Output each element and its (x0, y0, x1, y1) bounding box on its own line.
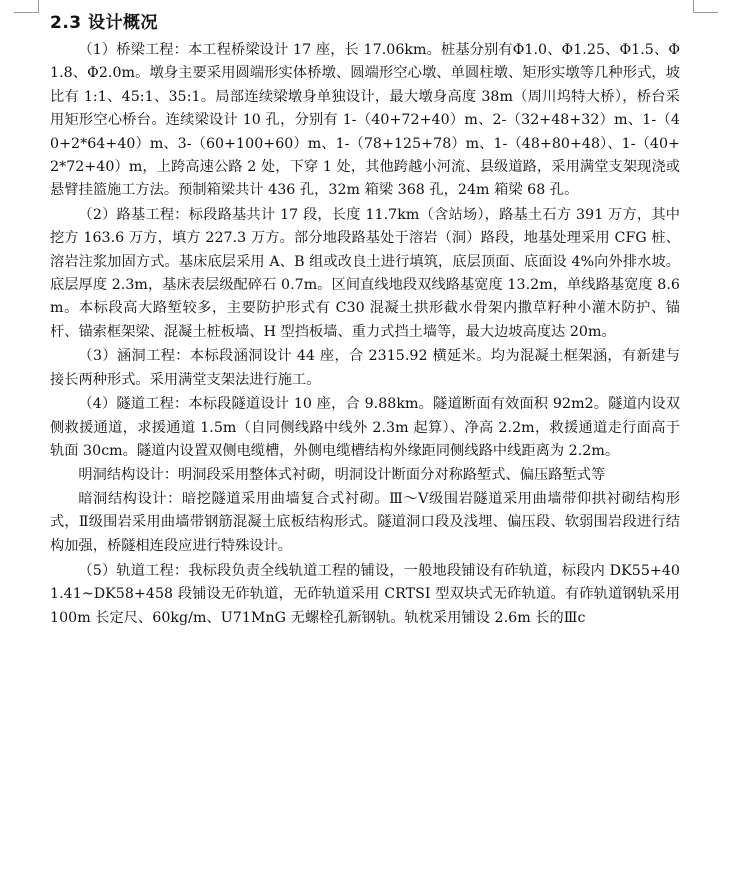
paragraph-track-engineering: （5）轨道工程：我标段负责全线轨道工程的铺设，一般地段铺设有砟轨道，标段内 DK55+401.41~DK58+458 段铺设无砟轨道，无砟轨道采用 CRTSI 型双块式无砟轨道。有砟轨道钢轨采用 100m 长定尺、60kg/m、U71MnG 无螺栓孔新钢轨。轨枕采用铺设 2.6m 长的Ⅲc (50, 562, 680, 626)
paragraph-subgrade-engineering: （2）路基工程：标段路基共计 17 段，长度 11.7km（含站场），路基土石方 391 万方，其中挖方 163.6 万方，填方 227.3 万方。部分地段路基处于溶岩（洞）路段，地基处理采用 CFG 桩、溶岩注浆加固方式。基床底层采用 A、B 组或改良土进行填筑，底层顶面、底面设 4%向外排水坡。底层厚度 2.3m，基床表层级配碎石 0.7m。区间直线地段双线路基宽度 13.2m，单线路基宽度 8.6m。本标段高大路堑较多，主要防护形式有 C30 混凝土拱形截水骨架内撒草籽种小灌木防护、锚杆、锚索框架梁、混凝土桩板墙、H 型挡板墙、重力式挡土墙等，最大边坡高度达 20m。 (50, 206, 680, 340)
paragraph-bored-tunnel: 暗洞结构设计：暗挖隧道采用曲墙复合式衬砌。Ⅲ～Ⅴ级围岩隧道采用曲墙带仰拱衬砌结构形式，Ⅱ级围岩采用曲墙带钢筋混凝土底板结构形式。隧道洞口段及浅埋、偏压段、软弱围岩段进行结构加强，桥隧相连段应进行特殊设计。 (50, 490, 680, 554)
page-corner-mark-left (14, 0, 39, 13)
paragraph-culvert-engineering: （3）涵洞工程：本标段涵洞设计 44 座，合 2315.92 横延米。均为混凝土框架涵，有新建与接长两种形式。采用满堂支架法进行施工。 (50, 348, 680, 388)
paragraph-tunnel-engineering: （4）隧道工程：本标段隧道设计 10 座，合 9.88km。隧道断面有效面积 92m2。隧道内设双侧救援通道，求援通道 1.5m（自同侧线路中线外 2.3m 起算）、净高 2.2m，救援通道走行面高于轨面 30cm。隧道内设置双侧电缆槽，外侧电缆槽结构外缘距同侧线路中线距离为 2.2m。 (50, 396, 680, 459)
paragraph-bridge-engineering: （1）桥梁工程：本工程桥梁设计 17 座，长 17.06km。桩基分别有Φ1.0、Φ1.25、Φ1.5、Φ1.8、Φ2.0m。墩身主要采用圆端形实体桥墩、圆端形空心墩、单圆柱墩、矩形实墩等几种形式，坡比有 1:1、45:1、35:1。局部连续梁墩身单独设计，最大墩身高度 38m（周川坞特大桥），桥台采用矩形空心桥台。连续梁设计 10 孔，分别有 1-（40+72+40）m、2-（32+48+32）m、1-（40+2*64+40）m、3-（60+100+60）m、1-（78+125+78）m、1-（48+80+48）、1-（40+2*72+40）m，上跨高速公路 2 处，下穿 1 处，其他跨越小河流、县级道路，采用满堂支架现浇或悬臂挂篮施工方法。预制箱梁共计 436 孔，32m 箱梁 368 孔，24m 箱梁 68 孔。 (50, 42, 680, 199)
section-title: 2.3 设计概况 (50, 13, 159, 33)
page-corner-mark-right (693, 0, 718, 13)
document-page (50, 8, 680, 631)
paragraph-open-cut-tunnel: 明洞结构设计：明洞段采用整体式衬砌，明洞设计断面分对称路堑式、偏压路堑式等 (78, 467, 606, 484)
